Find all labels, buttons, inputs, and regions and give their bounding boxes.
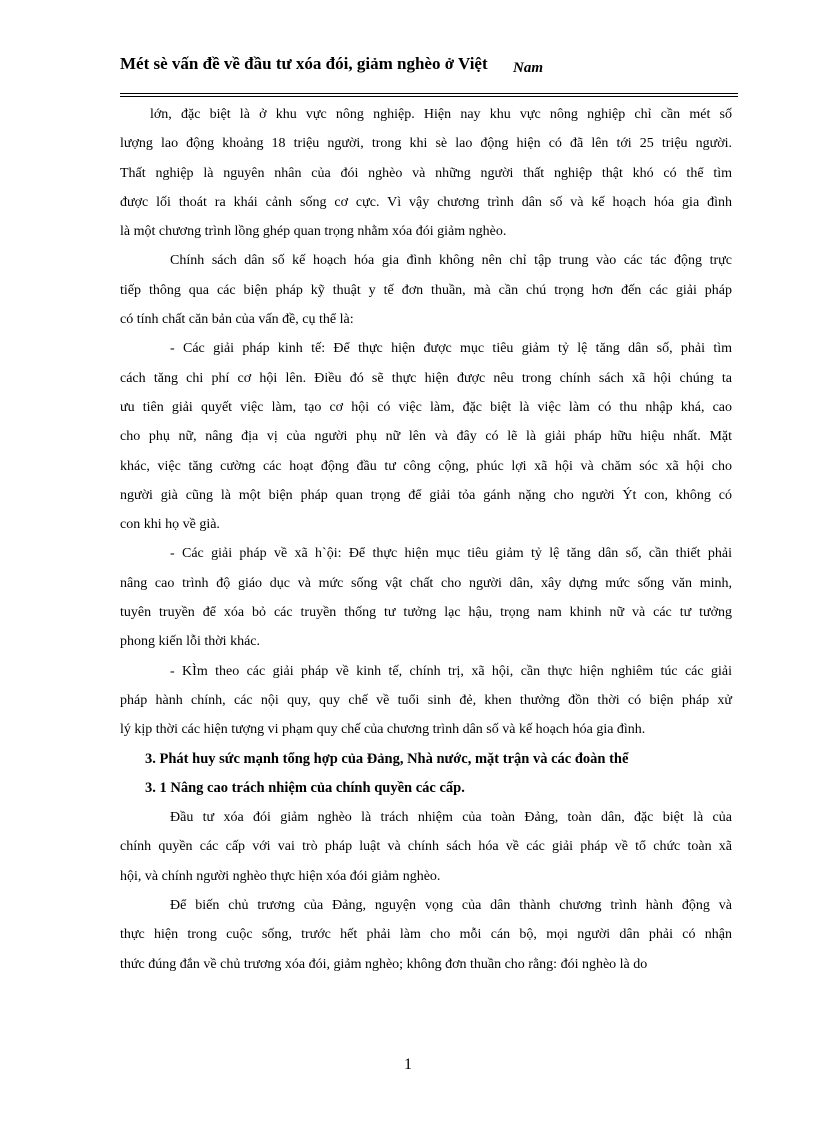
paragraph-line: thức đúng đắn về chủ trương xóa đói, giảm nghèo; không đơn thuần cho rằng: đói nghèo là do: [120, 956, 648, 972]
paragraph-line: con khi họ về già.: [120, 517, 220, 533]
paragraph-line: tuyên truyền để xóa bỏ các truyền thống tư tưởng lạc hậu, trọng nam khinh nữ và các tư tưởng: [120, 605, 732, 621]
paragraph-line: pháp hành chính, các nội quy, quy chế về tuổi sinh đẻ, khen thưởng đồn thời có biện pháp xử: [120, 692, 732, 708]
paragraph-line: người già cũng là một biện pháp quan trọng để giải tỏa gánh nặng cho người Ýt con, không có: [120, 487, 732, 503]
paragraph-line: cách tăng chi phí cơ hội lên. Điều đó sẽ thực hiện được nêu trong chính sách xã hội chúng ta: [120, 370, 732, 386]
paragraph-line: Chính sách dân số kế hoạch hóa gia đình không nên chỉ tập trung vào các tác động trực: [170, 253, 732, 269]
paragraph-line: thực hiện trong cuộc sống, trước hết phải làm cho mỗi cán bộ, mọi người dân phải có nhận: [120, 927, 732, 943]
paragraph-line: tiếp thông qua các biện pháp kỹ thuật y tế đơn thuần, mà cần chú trọng hơn đến các giải pháp: [120, 282, 732, 298]
paragraph-line: - Các giải pháp về xã h`ội: Để thực hiện mục tiêu giảm tỷ lệ tăng dân số, cần thiết phải: [170, 546, 732, 562]
document-body: [120, 100, 732, 979]
header-title-tail: Nam: [513, 60, 543, 76]
section-heading: 3. Phát huy sức mạnh tổng hợp của Đảng, Nhà nước, mặt trận và các đoàn thể: [145, 750, 629, 767]
paragraph-line: cho phụ nữ, nâng địa vị của người phụ nữ lên và đây có lẽ là giải pháp hữu hiệu nhất. Mặt: [120, 429, 732, 445]
paragraph-line: - KÌm theo các giải pháp về kinh tế, chính trị, xã hội, cần thực hiện nghiêm túc các giải: [170, 663, 732, 679]
paragraph-line: lượng lao động khoảng 18 triệu người, trong khi sè lao động hiện có đã lên tới 25 triệu người.: [120, 136, 732, 152]
paragraph-line: Thất nghiệp là nguyên nhân của đói nghèo và những người thất nghiệp thật khó có thể tìm: [120, 165, 732, 181]
paragraph-line: hội, và chính người nghèo thực hiện xóa đói giảm nghèo.: [120, 868, 441, 884]
section-heading: 3. 1 Nâng cao trách nhiệm của chính quyền các cấp.: [145, 779, 465, 796]
header-rule-bottom: [120, 96, 738, 97]
paragraph-line: Để biến chủ trương của Đảng, nguyện vọng của dân thành chương trình hành động và: [170, 898, 732, 914]
paragraph-line: - Các giải pháp kinh tế: Để thực hiện được mục tiêu giảm tỷ lệ tăng dân số, phải tìm: [170, 341, 732, 357]
paragraph-line: là một chương trình lồng ghép quan trọng nhằm xóa đói giảm nghèo.: [120, 224, 507, 240]
paragraph-line: được lối thoát ra khái cảnh sống cơ cực. Vì vậy chương trình dân số và kế hoạch hóa gia đình: [120, 194, 732, 210]
paragraph-line: khác, việc tăng cường các hoạt động đầu tư công cộng, phúc lợi xã hội và chăm sóc xã hội cho: [120, 458, 732, 474]
header-title: Mét sè vấn đề về đầu tư xóa đói, giảm nghèo ở Việt: [120, 54, 488, 73]
paragraph-line: phong kiến lỗi thời khác.: [120, 634, 260, 650]
paragraph-line: có tính chất căn bản của vấn đề, cụ thể là:: [120, 312, 354, 328]
paragraph-line: Đầu tư xóa đói giảm nghèo là trách nhiệm của toàn Đảng, toàn dân, đặc biệt là của: [170, 810, 732, 826]
paragraph-line: lớn, đặc biệt là ở khu vực nông nghiệp. Hiện nay khu vực nông nghiệp chỉ cần mét số: [150, 107, 732, 122]
paragraph-line: nâng cao trình độ giáo dục và mức sống vật chất cho người dân, xây dựng mức sống văn minh,: [120, 575, 732, 591]
header-rule-top: [120, 93, 738, 94]
paragraph-line: ưu tiên giải quyết việc làm, tạo cơ hội có việc làm, đặc biệt là việc làm có thu nhập khá, cao: [120, 399, 732, 415]
page-header: [120, 50, 720, 90]
paragraph-line: lý kịp thời các hiện tượng vi phạm quy chế của chương trình dân số và kế hoạch hóa gia đình.: [120, 722, 646, 738]
paragraph-line: chính quyền các cấp với vai trò pháp luật và chính sách hóa về các giải pháp về tổ chức toàn xã: [120, 839, 732, 855]
page-number: 1: [404, 1056, 412, 1073]
